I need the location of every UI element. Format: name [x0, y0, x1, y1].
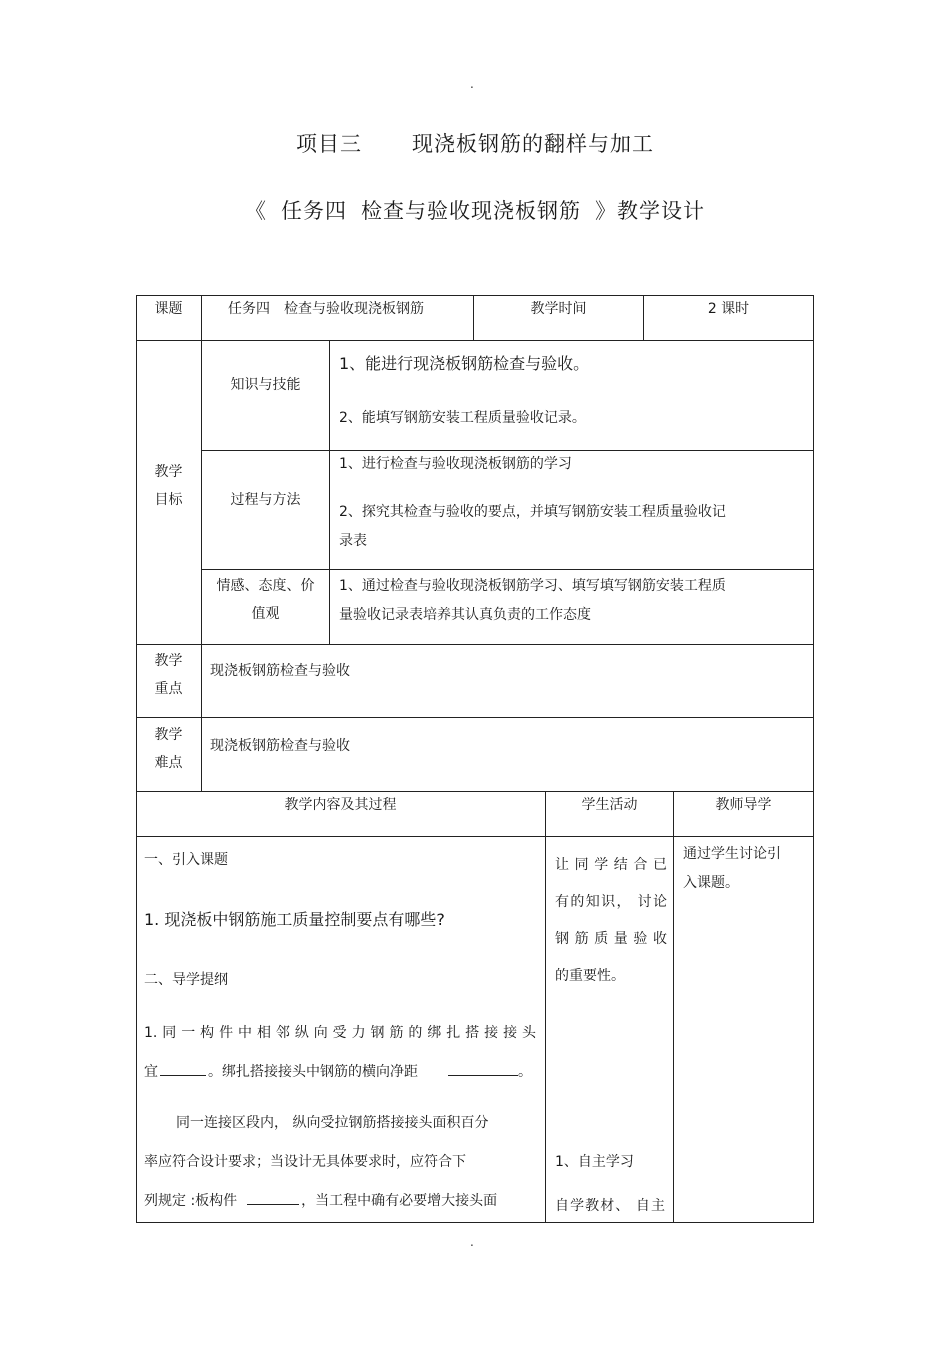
attitude-label-line: 值观: [251, 606, 280, 622]
teacher-guide: [683, 840, 809, 898]
process-label: 过程与方法: [230, 492, 301, 508]
page-mark-bottom: .: [470, 1235, 474, 1249]
difficulty-label-line: 难点: [154, 755, 183, 771]
student-activity-line: 钢筋质量验收: [555, 931, 667, 947]
guide-paragraph-2-line: [144, 1190, 544, 1211]
topic-value: 任务四 检查与验收现浇板钢筋: [228, 301, 424, 317]
objectives-label-line: 教学: [154, 464, 183, 480]
process-item-1: 1、进行检查与验收现浇板钢筋的学习: [339, 456, 572, 472]
question-1: 1. 现浇板中钢筋施工质量控制要点有哪些?: [144, 910, 445, 929]
table-rule: [201, 569, 814, 570]
key-point-label: [136, 647, 201, 703]
text-fragment: 。绑扎搭接接头中钢筋的横向净距: [208, 1064, 418, 1080]
task-title: [0, 195, 950, 225]
guide-paragraph-2-line: 率应符合设计要求；当设计无具体要求时，应符合下: [144, 1154, 466, 1170]
table-rule: [136, 717, 814, 718]
title-open-bracket: 《: [245, 199, 267, 223]
objectives-label: [136, 458, 201, 514]
student-activity-line: 1、自主学习: [555, 1154, 634, 1170]
time-value: 2 课时: [707, 301, 750, 317]
attitude-item-1: [339, 572, 809, 630]
page-mark-top: .: [470, 77, 474, 91]
section-intro: 一、引入课题: [144, 852, 228, 868]
knowledge-item-1: 1、能进行现浇板钢筋检查与验收。: [339, 354, 590, 373]
student-activity-line: 自学教材、 自主: [555, 1198, 665, 1214]
process-item-2: [339, 498, 809, 556]
task-number: 任务四: [281, 199, 347, 223]
guide-paragraph-2-line: 同一连接区段内， 纵向受拉钢筋搭接接头面积百分: [176, 1115, 489, 1131]
lesson-plan-table: [136, 295, 814, 1223]
teacher-column-header: 教师导学: [715, 797, 772, 813]
text-fragment: ，当工程中确有必要增大接头面: [301, 1193, 498, 1209]
content-column-header: 教学内容及其过程: [284, 797, 397, 813]
text-fragment: 列规定 :板构件: [144, 1193, 238, 1209]
student-activity-line: 的重要性。: [555, 968, 625, 984]
student-activity-line: 让同学结合已: [555, 857, 667, 873]
task-name: 检查与验收现浇板钢筋: [361, 199, 581, 223]
text-fragment: 宜: [144, 1064, 158, 1080]
key-point-label-line: 重点: [154, 681, 183, 697]
fill-blank: [247, 1190, 299, 1205]
table-rule: [201, 295, 202, 791]
fill-blank: [448, 1061, 518, 1076]
difficulty-label: [136, 721, 201, 777]
table-rule: [201, 450, 814, 451]
process-item-2-line: 2、探究其检查与验收的要点，并填写钢筋安装工程质量验收记: [339, 504, 726, 520]
text-fragment: 。: [518, 1064, 532, 1080]
table-rule: [673, 791, 674, 1223]
title-suffix: 》教学设计: [595, 199, 705, 223]
key-point-value: 现浇板钢筋检查与验收: [210, 663, 350, 679]
key-point-label-line: 教学: [154, 653, 183, 669]
table-rule: [136, 791, 814, 792]
time-label: 教学时间: [530, 301, 587, 317]
knowledge-label: 知识与技能: [230, 377, 301, 393]
topic-label: 课题: [154, 301, 183, 317]
knowledge-item-2: 2、能填写钢筋安装工程质量验收记录。: [339, 410, 586, 426]
table-rule: [136, 340, 814, 341]
attitude-item-line: 量验收记录表培养其认真负责的工作态度: [339, 607, 591, 623]
project-title: [0, 128, 950, 158]
table-border-right: [813, 295, 814, 1223]
student-activity-line: 有的知识， 讨论: [555, 894, 667, 910]
attitude-label: [202, 572, 329, 628]
student-activity: [555, 847, 667, 995]
guide-paragraph-1-line: 1.同一构件中相邻纵向受力钢筋的绑扎搭接接头: [144, 1025, 536, 1041]
table-rule: [136, 644, 814, 645]
teacher-guide-line: 通过学生讨论引: [683, 846, 781, 862]
difficulty-value: 现浇板钢筋检查与验收: [210, 738, 350, 754]
objectives-label-line: 目标: [154, 492, 183, 508]
table-rule: [545, 791, 546, 1223]
guide-paragraph-1-line: [144, 1061, 544, 1082]
attitude-item-line: 1、通过检查与验收现浇板钢筋学习、填写填写钢筋安装工程质: [339, 578, 726, 594]
student-column-header: 学生活动: [581, 797, 638, 813]
table-border-bottom: [136, 1222, 814, 1223]
table-rule: [136, 836, 814, 837]
project-number: 项目三: [296, 132, 362, 156]
project-name: 现浇板钢筋的翻样与加工: [412, 132, 654, 156]
teacher-guide-line: 入课题。: [683, 875, 739, 891]
process-item-2-line: 录表: [339, 533, 367, 549]
difficulty-label-line: 教学: [154, 727, 183, 743]
section-guide: 二、导学提纲: [144, 972, 228, 988]
attitude-label-line: 情感、态度、价: [216, 578, 315, 594]
table-rule: [329, 340, 330, 644]
table-border-top: [136, 295, 814, 296]
fill-blank: [160, 1061, 206, 1076]
